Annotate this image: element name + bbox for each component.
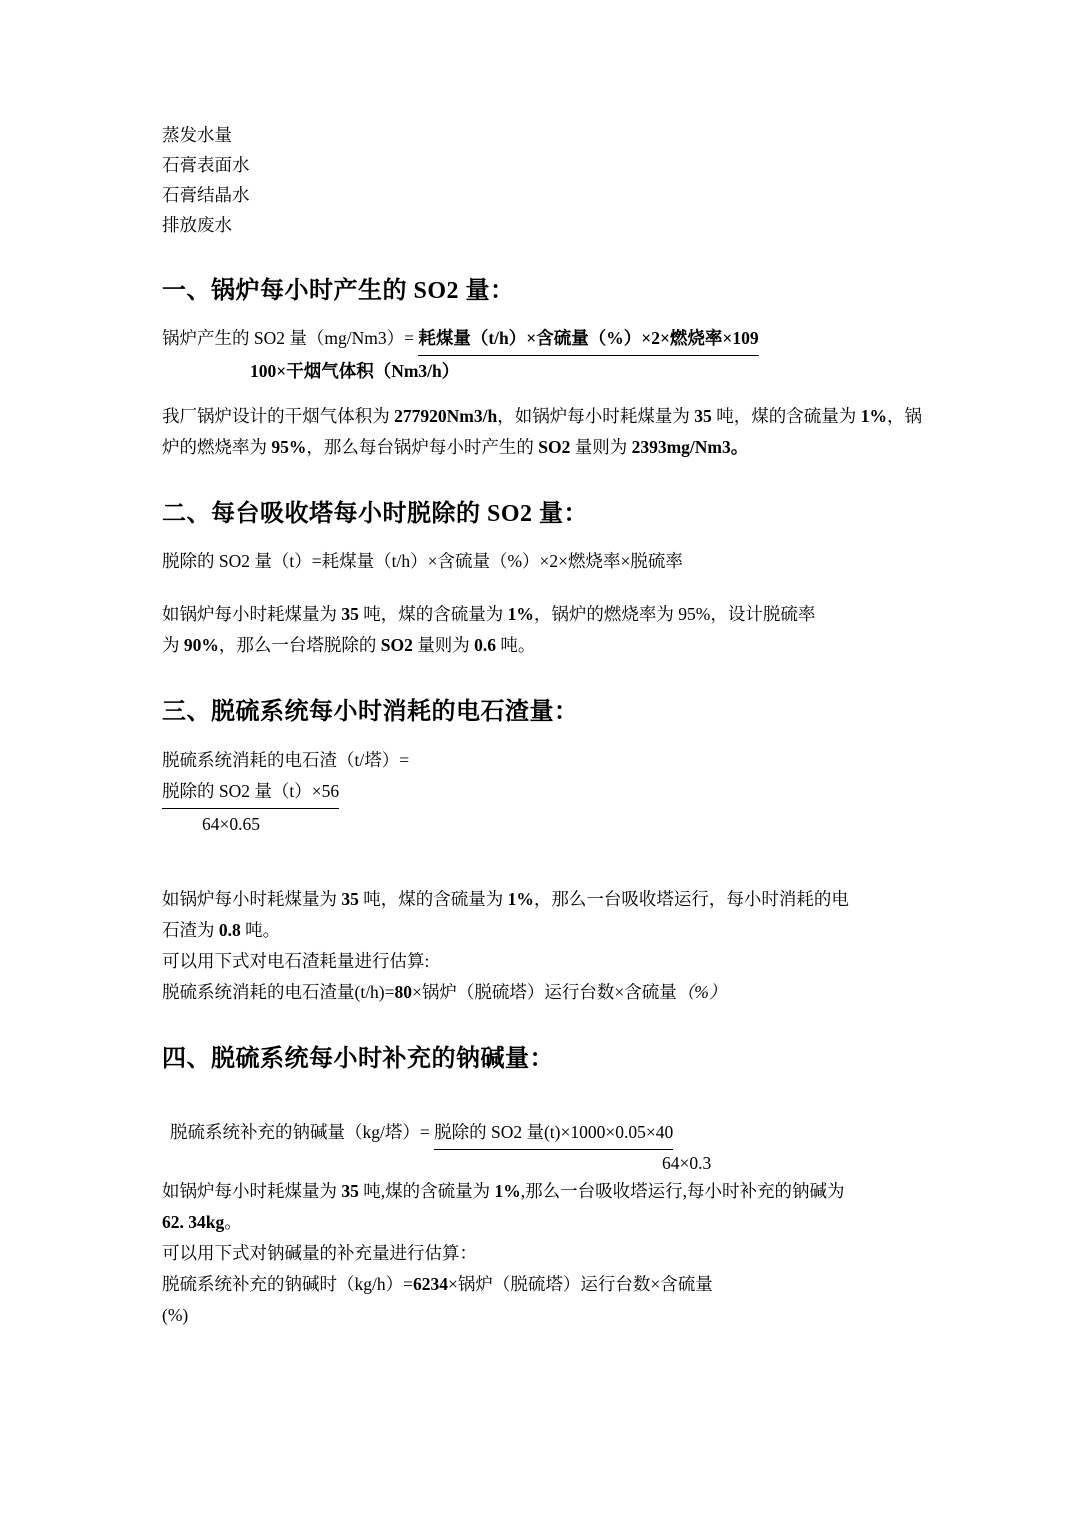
formula-2: 脱除的 SO2 量（t）=耗煤量（t/h）×含硫量（%）×2×燃烧率×脱硫率 [162,551,683,572]
section-heading-1: 一、锅炉每小时产生的 SO2 量： [162,278,515,304]
formula-numerator [434,1117,673,1150]
formula-numerator: 耗煤量（t/h）×含硫量（%）×2×燃烧率×109 [418,323,758,356]
text-run: 0.8 [218,919,241,940]
text-run: ，如锅炉每小时耗煤量为 [497,406,695,427]
text-run: 为 [162,635,184,656]
text-run: 1% [507,888,534,909]
formula-label: 锅炉产生的 SO2 量（mg/Nm3）= [162,328,414,349]
text-run: ×锅炉（脱硫塔）运行台数×含硫量 [412,981,677,1002]
text-run: 90% [183,635,219,656]
formula-3-label: 脱硫系统消耗的电石渣（t/塔）= [162,749,410,770]
text-run: ，锅炉的燃烧率为 95%，设计脱硫率 [533,604,816,625]
text-run: 35 [341,604,359,625]
formula-1 [162,323,922,356]
text-run: 量则为 [412,635,475,656]
list-item: 石膏结晶水 [162,185,250,205]
paragraph-2-line-1 [162,599,922,630]
document-content [162,120,922,1339]
text-run: 1% [507,604,534,625]
text-run: 35 [341,888,359,909]
text-run: 2393 [631,437,667,458]
paragraph-4-line-2 [162,1207,922,1238]
formula-4 [170,1117,922,1150]
section-heading-2: 二、每台吸收塔每小时脱除的 SO2 量： [162,501,589,528]
paragraph-3-line-2 [162,915,922,946]
text-run: （%） [676,981,727,1002]
text-run: SO2 [380,635,413,656]
formula-denominator: 64×0.3 [662,1152,712,1173]
text-run: 如锅炉每小时耗煤量为 [162,1180,342,1201]
intro-list [162,120,922,240]
text-run: ,那么一台吸收塔运行,每小时补充的钠碱为 [520,1180,845,1201]
text-run: 如锅炉每小时耗煤量为 [162,604,342,625]
text-run: 80 [394,981,412,1002]
estimate-4 [162,1269,922,1300]
paragraph-3-line-1 [162,884,922,915]
text-run: 吨，煤的含硫量为 [358,604,508,625]
text-run: 277920Nm3/h [394,406,498,427]
note-3: 可以用下式对电石渣耗量进行估算: [162,950,430,971]
text-run: 脱硫系统补充的钠碱时（kg/h）= [162,1273,413,1294]
text-run: ×锅炉（脱硫塔）运行台数×含硫量 [447,1273,713,1294]
text-run: 如锅炉每小时耗煤量为 [162,888,342,909]
text-run: ，那么一台吸收塔运行，每小时消耗的电 [533,888,849,909]
text-run: ，那么一台塔脱除的 [218,635,381,656]
note-4: 可以用下式对钠碱量的补充量进行估算： [162,1242,477,1263]
text-run: 35 [341,1180,359,1201]
text-run: 62. 34kg [162,1211,225,1232]
paragraph-2-line-2 [162,630,922,661]
text-run: 95% [271,437,307,458]
formula-denominator: 100×干烟气体积（Nm3/h） [250,361,460,382]
formula-denominator: 64×0.65 [202,813,260,834]
list-item: 石膏表面水 [162,155,250,175]
text-run: 0.6 [474,635,496,656]
text-run: 吨,煤的含硫量为 [358,1180,495,1201]
formula-numerator: 脱除的 SO2 量（t）×56 [162,776,339,809]
text-run: ，锅炉的燃烧率为 [162,406,923,458]
text-run: 6234 [412,1273,448,1294]
text-run: 吨。 [495,635,536,656]
text-run: 吨。 [240,919,281,940]
text-run: 石渣为 [162,919,219,940]
text-run: 1% [494,1180,521,1201]
text-run: 脱除的 SO2 量(t)×1000×0.05×40 [434,1121,674,1142]
text-run: 。 [224,1211,242,1232]
text-run: 吨，煤的含硫量为 [358,888,508,909]
estimate-3 [162,977,922,1008]
list-item: 蒸发水量 [162,125,232,145]
section-heading-3: 三、脱硫系统每小时消耗的电石渣量： [162,699,579,726]
text-run: mg/Nm3。 [666,437,749,458]
text-run: 我厂锅炉设计的干烟气体积为 [162,406,395,427]
text-run: 吨，煤的含硫量为 [711,406,861,427]
text-run: ，那么每台锅炉每小时产生的 [306,437,539,458]
text-run: 35 [694,406,712,427]
estimate-4-line-2: (%) [162,1304,189,1325]
text-run: 1% [860,406,887,427]
paragraph-4-line-1 [162,1176,922,1207]
text-run: 量则为 [570,437,632,458]
text-run: SO2 [538,437,571,458]
paragraph-1 [162,401,922,463]
text-run: 脱硫系统消耗的电石渣量(t/h)= [162,981,395,1002]
section-heading-4: 四、脱硫系统每小时补充的钠碱量： [162,1045,554,1072]
formula-3-numerator-wrap [162,776,922,809]
formula-label: 脱硫系统补充的钠碱量（kg/塔）= [170,1121,430,1142]
list-item: 排放废水 [162,215,232,235]
